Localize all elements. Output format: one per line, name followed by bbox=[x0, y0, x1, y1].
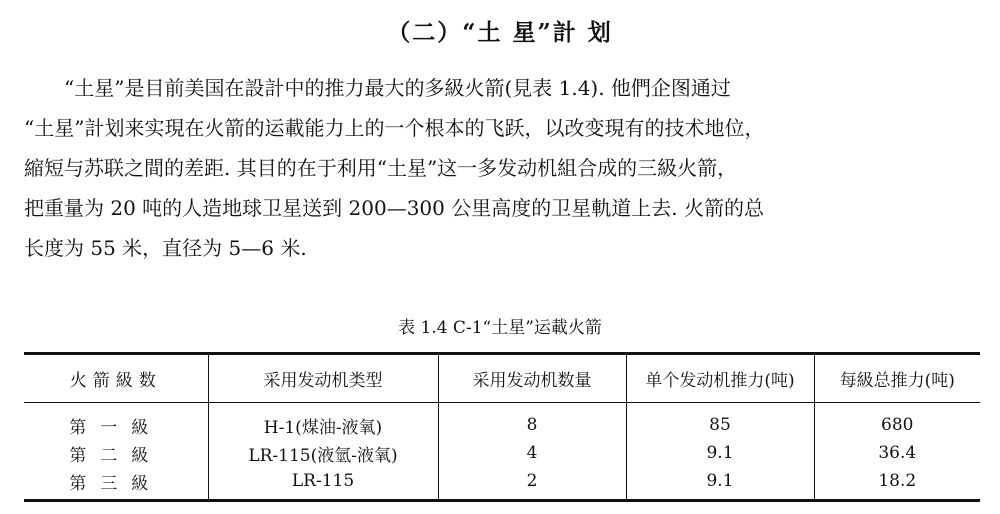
cell-engine-count: 2 bbox=[438, 467, 626, 501]
paragraph-line: “土星”是目前美国在設計中的推力最大的多級火箭(見表 1.4). 他們企图通过 bbox=[64, 76, 731, 100]
cell-engine-thrust: 9.1 bbox=[626, 439, 814, 467]
cell-engine-type: H-1(煤油-液氧) bbox=[208, 403, 438, 440]
cell-stage: 第三級 bbox=[24, 467, 208, 501]
paragraph-line: 把重量为 20 吨的人造地球卫星送到 200—300 公里高度的卫星軌道上去. 火箭的总 bbox=[24, 196, 764, 220]
cell-engine-thrust: 9.1 bbox=[626, 467, 814, 501]
cell-engine-count: 8 bbox=[438, 403, 626, 440]
section-heading: （二）“土 星”計 划 bbox=[387, 19, 613, 46]
paragraph-line: “土星”計划来实現在火箭的运載能力上的一个根本的飞跃，以改变現有的技术地位， bbox=[24, 116, 765, 140]
table-row bbox=[24, 403, 980, 440]
cell-engine-type: LR-115 bbox=[208, 467, 438, 501]
cell-stage-thrust: 680 bbox=[814, 403, 980, 440]
cell-stage: 第一級 bbox=[69, 417, 163, 438]
table-row bbox=[24, 439, 980, 467]
cell-engine-type: LR-115(液氫-液氧) bbox=[208, 439, 438, 467]
paragraph-line: 縮短与苏联之間的差距. 其目的在于利用“土星”这一多发动机組合成的三級火箭， bbox=[24, 156, 738, 180]
cell-engine-thrust: 85 bbox=[626, 403, 814, 440]
cell-stage-thrust: 36.4 bbox=[814, 439, 980, 467]
cell-stage-thrust: 18.2 bbox=[814, 467, 980, 501]
column-header-engine-thrust: 单个发动机推力(吨) bbox=[626, 354, 814, 403]
table-caption: 表 1.4 C-1“土星”运載火箭 bbox=[398, 318, 602, 338]
cell-stage: 第二級 bbox=[69, 445, 163, 466]
rocket-stage-table bbox=[24, 352, 980, 502]
column-header-engine-type: 采用发动机类型 bbox=[208, 354, 438, 403]
cell-engine-count: 4 bbox=[438, 439, 626, 467]
table-header-row bbox=[24, 354, 980, 403]
column-header-engine-count: 采用发动机数量 bbox=[438, 354, 626, 403]
body-paragraph bbox=[24, 68, 976, 268]
paragraph-line: 长度为 55 米，直径为 5—6 米. bbox=[24, 236, 307, 260]
column-header-stage: 火箭級数 bbox=[24, 354, 208, 403]
column-header-stage-thrust: 每級总推力(吨) bbox=[814, 354, 980, 403]
table-row bbox=[24, 467, 980, 501]
